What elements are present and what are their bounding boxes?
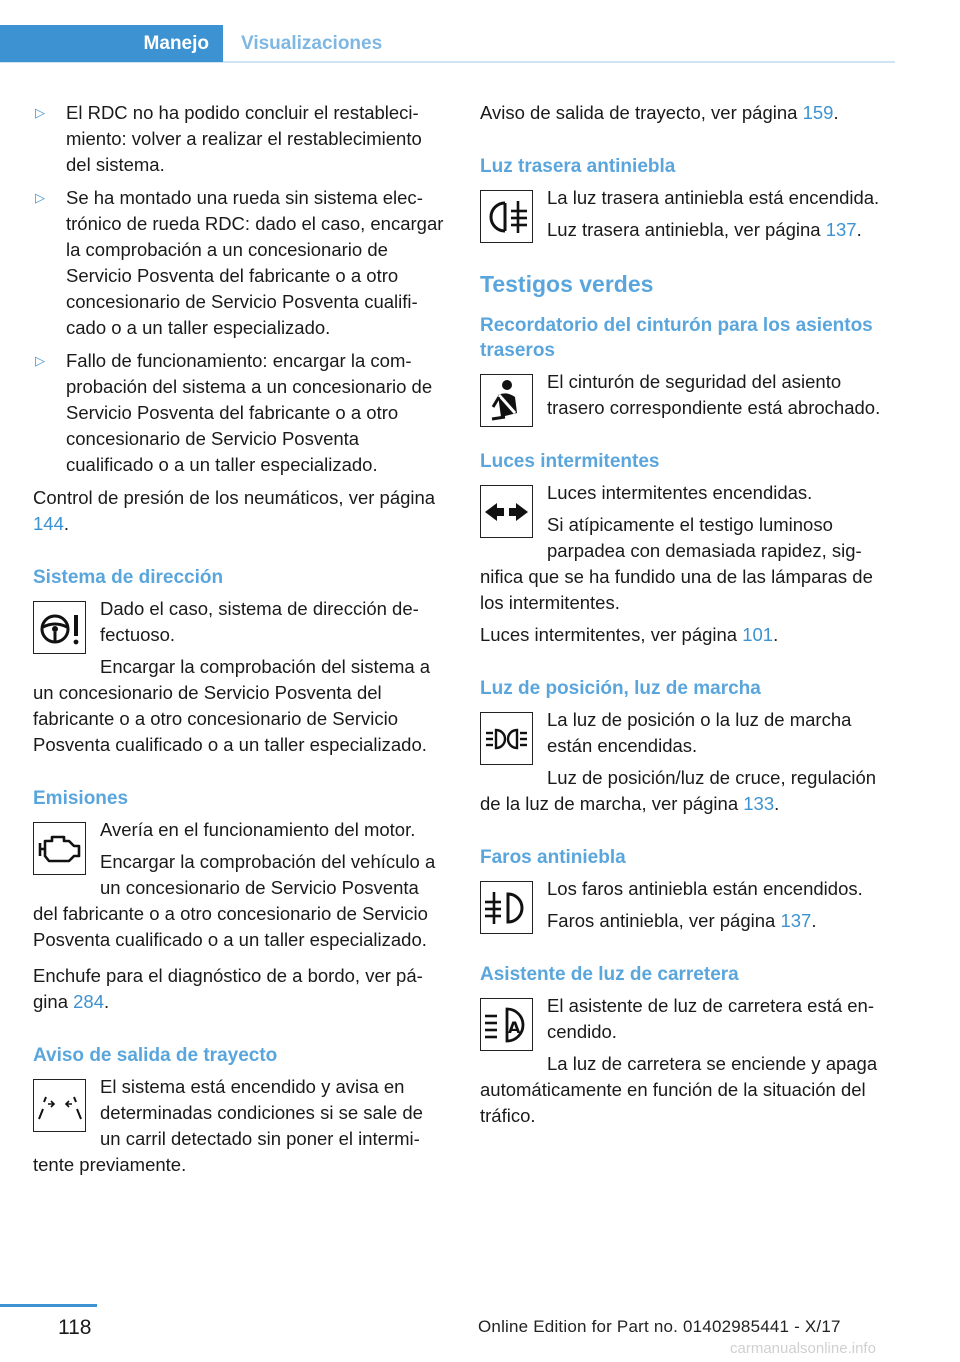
green-lights-heading: Testigos verdes	[480, 271, 654, 297]
steering-warning-icon	[33, 601, 86, 654]
page-link[interactable]: 101	[742, 624, 774, 645]
triangle-bullet-icon: ▷	[35, 190, 45, 205]
rear-fog-description: La luz trasera antiniebla está encendida.	[547, 187, 880, 208]
page-link[interactable]: 137	[780, 910, 812, 931]
engine-icon	[33, 822, 86, 875]
lane-departure-icon	[33, 1079, 86, 1132]
belt-description: El cinturón de seguridad del asiento trasero correspondiente está abrochado.	[547, 371, 881, 418]
high-beam-assistant-icon	[480, 998, 533, 1051]
turn-signal-icon	[480, 485, 533, 538]
page-link[interactable]: 137	[825, 219, 857, 240]
section-heading: Luces intermitentes	[480, 451, 660, 472]
edition-text: Online Edition for Part no. 01402985441 - X/17	[478, 1317, 841, 1336]
turn-detail: Si atípicamente el testigo luminoso parpadea con demasiada rapidez, significa que se ha fundido una de las lámparas de los intermitentes.	[480, 514, 873, 613]
highbeam-detail: La luz de carretera se enciende y apaga automáticamente en función de la situación del tráfico.	[480, 1053, 878, 1126]
turn-reference: Luces intermitentes, ver página 101.	[480, 624, 779, 645]
obd-reference: Enchufe para el diagnóstico de a bordo, ver página 284.	[33, 965, 423, 1012]
section-heading: Aviso de salida de trayecto	[33, 1045, 278, 1066]
fog-reference: Faros antiniebla, ver página 137.	[547, 910, 817, 931]
highbeam-description: El asistente de luz de carretera está encendido.	[547, 995, 875, 1042]
position-description: La luz de posición o la luz de marcha están encendidas.	[547, 709, 852, 756]
seatbelt-icon	[480, 374, 533, 427]
section-heading: Asistente de luz de carretera	[480, 964, 739, 985]
turn-description: Luces intermitentes encendidas.	[547, 482, 813, 503]
section-heading: Luz trasera antiniebla	[480, 156, 676, 177]
lane-description: El sistema está encendido y avisa en determinadas condiciones si se sale de un carril detectado sin poner el intermitente previamente.	[33, 1076, 423, 1175]
triangle-bullet-icon: ▷	[35, 353, 45, 368]
lane-reference: Aviso de salida de trayecto, ver página 159.	[480, 102, 839, 123]
section-heading: Emisiones	[33, 788, 129, 809]
rdc-bullet-list	[33, 100, 448, 478]
section-tab[interactable]: Manejo	[0, 25, 223, 62]
list-item: ▷ Fallo de funcionamiento: encargar la comprobación del sistema a un concesionario de Servicio Posventa del fabricante o a otro concesionario de Servicio Posventa cualificado o a un taller especializado.	[35, 350, 433, 475]
steering-description: Dado el caso, sistema de dirección defectuoso.	[100, 598, 419, 645]
tpms-reference: Control de presión de los neumáticos, ver página 144.	[33, 487, 436, 534]
fog-description: Los faros antiniebla están encendidos.	[547, 878, 863, 899]
emissions-description: Avería en el funcionamiento del motor.	[100, 819, 416, 840]
position-reference: Luz de posición/luz de cruce, regulación de la luz de marcha, ver página 133.	[480, 767, 877, 814]
section-heading: Luz de posición, luz de marcha	[480, 678, 761, 699]
page-number: 118	[58, 1316, 92, 1339]
subsection-tab[interactable]: Visualizaciones	[241, 33, 383, 54]
steering-instruction: Encargar la comprobación del sistema a un concesionario de Servicio Posventa del fabricante o a otro concesionario de Servicio Posventa cualificado o a un taller especializado.	[33, 656, 431, 755]
watermark: carmanualsonline.info	[730, 1340, 876, 1357]
emissions-instruction: Encargar la comprobación del vehículo a un concesionario de Servicio Posventa del fabricante o a otro concesionario de Servicio Posventa cualificado o a un taller especializado.	[33, 851, 436, 950]
section-heading: Faros antiniebla	[480, 847, 626, 868]
triangle-bullet-icon: ▷	[35, 105, 45, 120]
svg-text:A: A	[508, 1018, 521, 1037]
page-link[interactable]: 284	[73, 991, 104, 1012]
footer-rule	[0, 1304, 97, 1307]
page-link[interactable]: 144	[33, 513, 64, 534]
section-heading: Recordatorio del cinturón para los asientos traseros	[480, 315, 873, 361]
position-light-icon	[480, 712, 533, 765]
front-fog-light-icon	[480, 881, 533, 934]
list-item: ▷ El RDC no ha podido concluir el restablecimiento: volver a realizar el restablecimiento del sistema.	[35, 102, 422, 175]
left-column	[33, 100, 448, 1184]
page-link[interactable]: 133	[743, 793, 775, 814]
list-item: ▷ Se ha montado una rueda sin sistema electrónico de rueda RDC: dado el caso, encargar la comprobación a un concesionario de Servicio Posventa del fabricante o a otro concesionario de Servicio Posventa cualificado o a un taller especializado.	[35, 187, 444, 338]
rear-fog-light-icon	[480, 190, 533, 243]
section-heading: Sistema de dirección	[33, 567, 224, 588]
page-link[interactable]: 159	[802, 102, 834, 123]
rear-fog-reference: Luz trasera antiniebla, ver página 137.	[547, 219, 862, 240]
right-column	[480, 100, 898, 1135]
